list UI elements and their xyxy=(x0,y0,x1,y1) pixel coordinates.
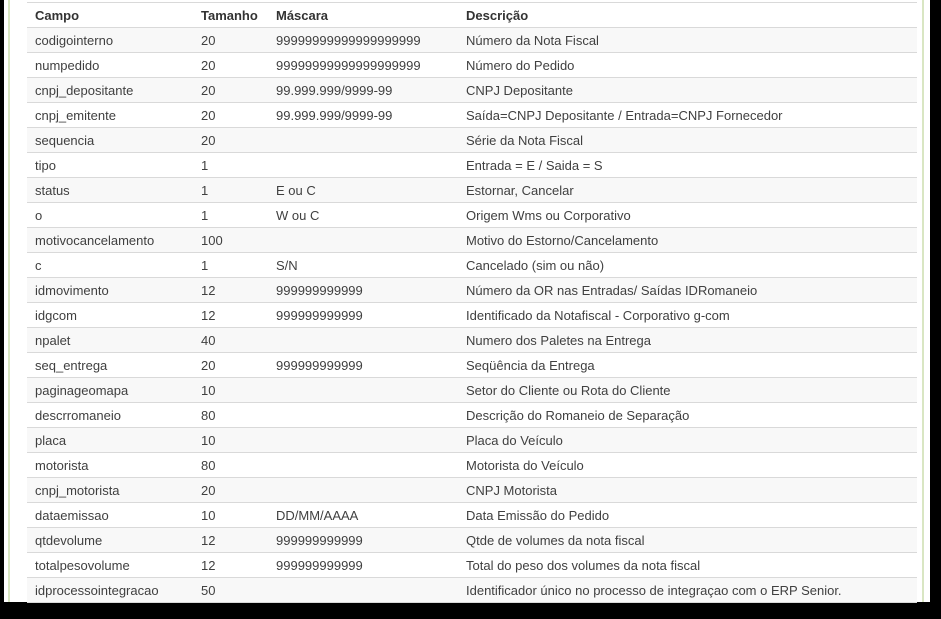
column-header-campo: Campo xyxy=(27,3,193,28)
cell-descricao: Entrada = E / Saida = S xyxy=(458,153,917,178)
cell-mascara xyxy=(268,328,458,353)
cell-tamanho: 20 xyxy=(193,78,268,103)
cell-mascara: 99999999999999999999 xyxy=(268,53,458,78)
cell-tamanho: 20 xyxy=(193,28,268,53)
table-row xyxy=(27,403,917,428)
cell-tamanho: 50 xyxy=(193,578,268,603)
table-row xyxy=(27,28,917,53)
cell-descricao: Setor do Cliente ou Rota do Cliente xyxy=(458,378,917,403)
table-row xyxy=(27,553,917,578)
cell-mascara: DD/MM/AAAA xyxy=(268,503,458,528)
cell-campo: seq_entrega xyxy=(27,353,193,378)
cell-tamanho: 10 xyxy=(193,428,268,453)
cell-descricao: Data Emissão do Pedido xyxy=(458,503,917,528)
table-row xyxy=(27,353,917,378)
cell-tamanho: 1 xyxy=(193,253,268,278)
table-row xyxy=(27,78,917,103)
cell-tamanho: 80 xyxy=(193,403,268,428)
cell-descricao: Placa do Veículo xyxy=(458,428,917,453)
cell-descricao: Seqüência da Entrega xyxy=(458,353,917,378)
cell-campo: descrromaneio xyxy=(27,403,193,428)
cell-tamanho: 80 xyxy=(193,453,268,478)
left-accent-line xyxy=(8,0,10,602)
cell-mascara xyxy=(268,428,458,453)
cell-campo: dataemissao xyxy=(27,503,193,528)
cell-mascara: 999999999999 xyxy=(268,353,458,378)
table-row xyxy=(27,178,917,203)
cell-descricao: CNPJ Depositante xyxy=(458,78,917,103)
cell-mascara xyxy=(268,128,458,153)
table-row xyxy=(27,53,917,78)
table-row xyxy=(27,203,917,228)
cell-mascara: 99999999999999999999 xyxy=(268,28,458,53)
cell-mascara: 99.999.999/9999-99 xyxy=(268,103,458,128)
column-header-mascara: Máscara xyxy=(268,3,458,28)
column-header-tamanho: Tamanho xyxy=(193,3,268,28)
cell-campo: tipo xyxy=(27,153,193,178)
cell-campo: status xyxy=(27,178,193,203)
cell-campo: c xyxy=(27,253,193,278)
table-row xyxy=(27,478,917,503)
column-header-descricao: Descrição xyxy=(458,3,917,28)
cell-mascara: E ou C xyxy=(268,178,458,203)
cell-tamanho: 40 xyxy=(193,328,268,353)
cell-campo: sequencia xyxy=(27,128,193,153)
cell-mascara xyxy=(268,378,458,403)
table-row xyxy=(27,153,917,178)
cell-mascara: S/N xyxy=(268,253,458,278)
cell-campo: qtdevolume xyxy=(27,528,193,553)
cell-mascara xyxy=(268,153,458,178)
table-row xyxy=(27,103,917,128)
table-row xyxy=(27,378,917,403)
cell-descricao: Número da Nota Fiscal xyxy=(458,28,917,53)
cell-tamanho: 20 xyxy=(193,103,268,128)
table-row xyxy=(27,578,917,603)
cell-tamanho: 10 xyxy=(193,378,268,403)
cell-tamanho: 12 xyxy=(193,553,268,578)
cell-tamanho: 12 xyxy=(193,303,268,328)
cell-tamanho: 1 xyxy=(193,178,268,203)
cell-descricao: Estornar, Cancelar xyxy=(458,178,917,203)
right-accent-line xyxy=(922,0,924,602)
cell-tamanho: 20 xyxy=(193,353,268,378)
cell-mascara: 999999999999 xyxy=(268,553,458,578)
table-row xyxy=(27,503,917,528)
cell-mascara: W ou C xyxy=(268,203,458,228)
table-row xyxy=(27,528,917,553)
cell-descricao: Identificador único no processo de integraçao com o ERP Senior. xyxy=(458,578,917,603)
cell-campo: paginageomapa xyxy=(27,378,193,403)
document-page xyxy=(4,0,930,602)
cell-descricao: Identificado da Notafiscal - Corporativo g-com xyxy=(458,303,917,328)
cell-mascara xyxy=(268,453,458,478)
cell-campo: cnpj_depositante xyxy=(27,78,193,103)
cell-mascara: 999999999999 xyxy=(268,303,458,328)
cell-tamanho: 10 xyxy=(193,503,268,528)
table-row xyxy=(27,278,917,303)
cell-descricao: Numero dos Paletes na Entrega xyxy=(458,328,917,353)
cell-descricao: Origem Wms ou Corporativo xyxy=(458,203,917,228)
cell-tamanho: 12 xyxy=(193,528,268,553)
cell-campo: o xyxy=(27,203,193,228)
cell-campo: idprocessointegracao xyxy=(27,578,193,603)
cell-campo: codigointerno xyxy=(27,28,193,53)
cell-descricao: Número do Pedido xyxy=(458,53,917,78)
cell-campo: cnpj_motorista xyxy=(27,478,193,503)
cell-campo: idmovimento xyxy=(27,278,193,303)
table-header xyxy=(27,3,917,28)
table-row xyxy=(27,428,917,453)
field-spec-table xyxy=(27,2,917,603)
cell-campo: motorista xyxy=(27,453,193,478)
table-row xyxy=(27,128,917,153)
table-row xyxy=(27,328,917,353)
cell-tamanho: 20 xyxy=(193,478,268,503)
cell-mascara: 999999999999 xyxy=(268,528,458,553)
cell-campo: numpedido xyxy=(27,53,193,78)
cell-campo: idgcom xyxy=(27,303,193,328)
cell-descricao: Série da Nota Fiscal xyxy=(458,128,917,153)
cell-descricao: Total do peso dos volumes da nota fiscal xyxy=(458,553,917,578)
field-spec-table-container xyxy=(27,2,917,603)
cell-campo: totalpesovolume xyxy=(27,553,193,578)
cell-tamanho: 100 xyxy=(193,228,268,253)
cell-descricao: Qtde de volumes da nota fiscal xyxy=(458,528,917,553)
cell-mascara xyxy=(268,478,458,503)
cell-mascara xyxy=(268,578,458,603)
cell-mascara xyxy=(268,228,458,253)
cell-descricao: CNPJ Motorista xyxy=(458,478,917,503)
table-row xyxy=(27,303,917,328)
cell-campo: npalet xyxy=(27,328,193,353)
cell-campo: placa xyxy=(27,428,193,453)
cell-mascara: 99.999.999/9999-99 xyxy=(268,78,458,103)
cell-tamanho: 20 xyxy=(193,53,268,78)
cell-descricao: Motivo do Estorno/Cancelamento xyxy=(458,228,917,253)
cell-tamanho: 1 xyxy=(193,153,268,178)
cell-tamanho: 20 xyxy=(193,128,268,153)
table-row xyxy=(27,253,917,278)
cell-campo: motivocancelamento xyxy=(27,228,193,253)
cell-tamanho: 12 xyxy=(193,278,268,303)
cell-descricao: Saída=CNPJ Depositante / Entrada=CNPJ Fornecedor xyxy=(458,103,917,128)
cell-descricao: Motorista do Veículo xyxy=(458,453,917,478)
cell-descricao: Descrição do Romaneio de Separação xyxy=(458,403,917,428)
cell-descricao: Cancelado (sim ou não) xyxy=(458,253,917,278)
cell-tamanho: 1 xyxy=(193,203,268,228)
cell-descricao: Número da OR nas Entradas/ Saídas IDRomaneio xyxy=(458,278,917,303)
cell-campo: cnpj_emitente xyxy=(27,103,193,128)
table-row xyxy=(27,453,917,478)
cell-mascara xyxy=(268,403,458,428)
header-row xyxy=(27,3,917,28)
table-row xyxy=(27,228,917,253)
table-body xyxy=(27,28,917,603)
cell-mascara: 999999999999 xyxy=(268,278,458,303)
